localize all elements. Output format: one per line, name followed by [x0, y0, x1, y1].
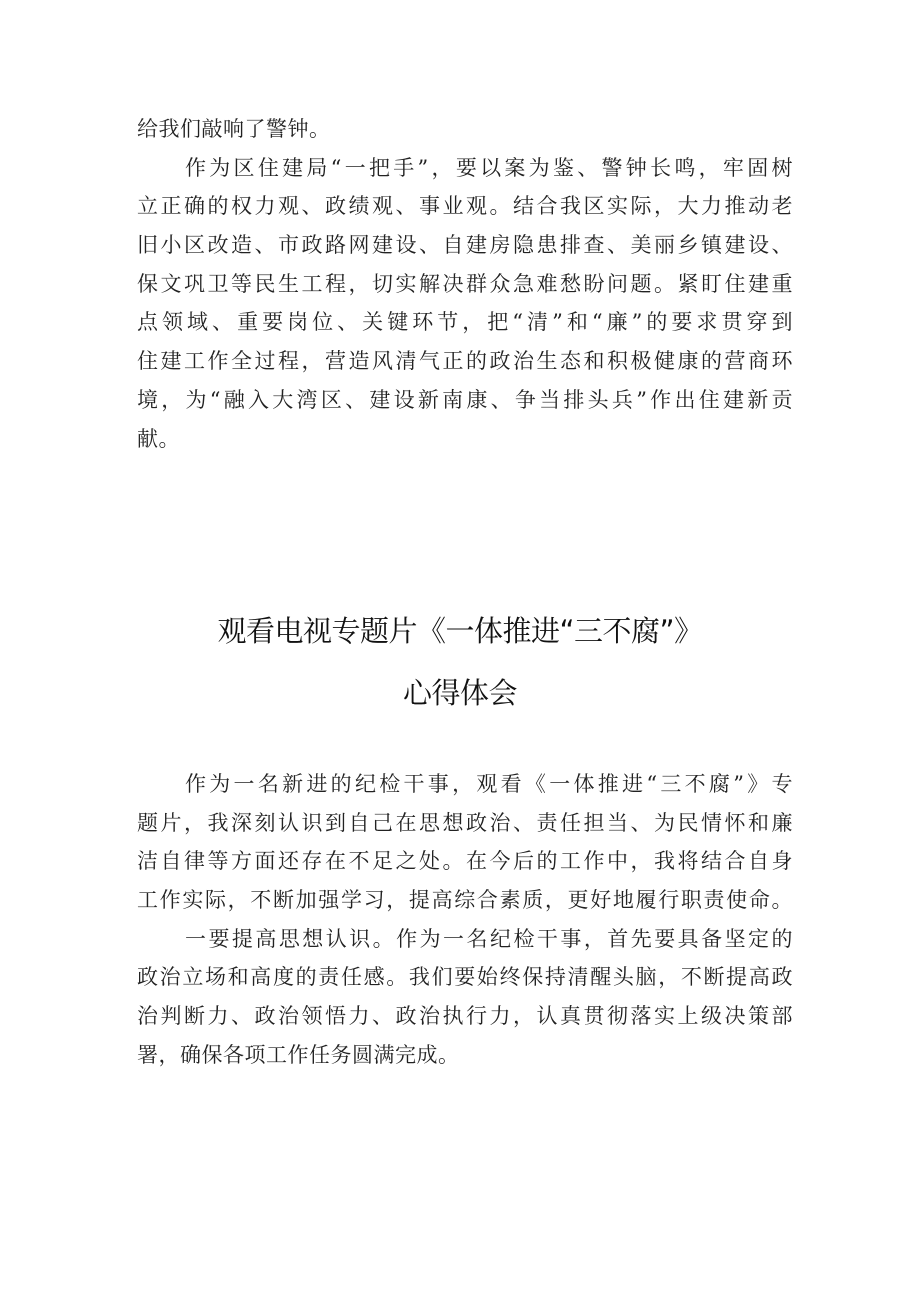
text-line: 住建工作全过程，营造风清气正的政治生态和积极健康的营商环: [137, 349, 793, 374]
paragraph-block-1: [137, 110, 793, 458]
text-line: 洁自律等方面还存在不足之处。在今后的工作中，我将结合自身: [137, 849, 793, 874]
text-line: 作为一名新进的纪检干事，观看《一体推进“三不腐”》专: [185, 772, 793, 796]
text-line: 点领域、重要岗位、关键环节，把“清”和“廉”的要求贯穿到: [137, 310, 793, 335]
text-line: 治判断力、政治领悟力、政治执行力，认真贯彻落实上级决策部: [137, 1004, 793, 1029]
text-line: 境，为“融入大湾区、建设新南康、争当排头兵”作出住建新贡: [137, 387, 793, 412]
paragraph-block-2: [137, 765, 793, 1075]
text-line: 题片，我深刻认识到自己在思想政治、责任担当、为民情怀和廉: [137, 810, 793, 835]
text-line: 献。: [137, 426, 180, 451]
text-line: 作为区住建局“一把手”，要以案为鉴、警钟长鸣，牢固树: [185, 155, 793, 180]
text-line: 给我们敲响了警钟。: [137, 117, 331, 141]
text-line: 政治立场和高度的责任感。我们要始终保持清醒头脑，不断提高政: [137, 965, 793, 990]
text-line: 署，确保各项工作任务圆满完成。: [137, 1042, 460, 1067]
text-line: 工作实际，不断加强学习，提高综合素质，更好地履行职责使命。: [137, 888, 793, 913]
text-line: 旧小区改造、市政路网建设、自建房隐患排查、美丽乡镇建设、: [137, 233, 793, 258]
text-line: 立正确的权力观、政绩观、事业观。结合我区实际，大力推动老: [137, 194, 793, 219]
heading-line-2: 心得体会: [402, 676, 517, 710]
heading-line-1: 观看电视专题片《一体推进“三不腐”》: [217, 614, 703, 648]
text-line: 保文巩卫等民生工程，切实解决群众急难愁盼问题。紧盯住建重: [137, 271, 793, 296]
text-line: 一要提高思想认识。作为一名纪检干事，首先要具备坚定的: [185, 926, 793, 951]
